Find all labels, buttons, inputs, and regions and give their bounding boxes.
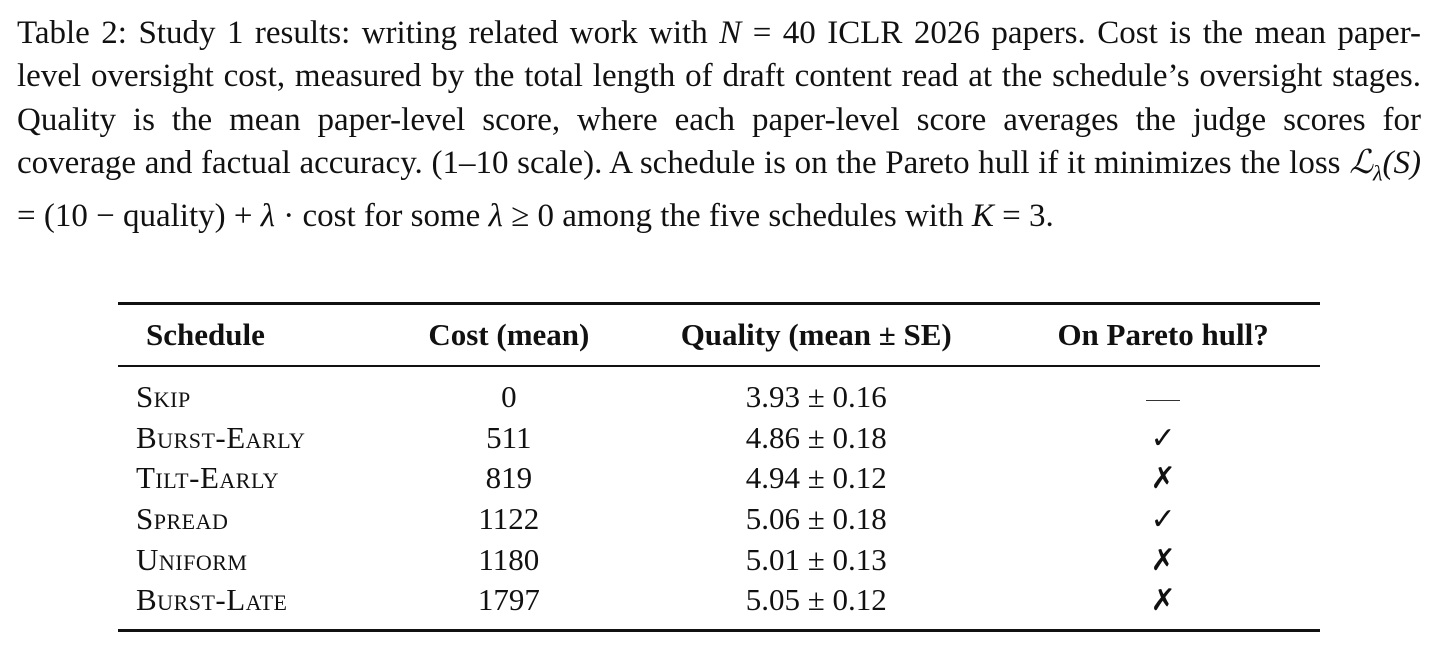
table-body <box>118 366 1320 630</box>
caption-loss-symbol: ℒ <box>1349 145 1373 182</box>
cell-cost: 819 <box>485 460 533 496</box>
cell-quality: 3.93 ± 0.16 <box>745 379 887 415</box>
caption-text-6: = 3. <box>993 198 1054 235</box>
dash-icon <box>1146 400 1180 401</box>
cell-cost: 1180 <box>478 541 540 577</box>
cell-schedule: Tilt-Early <box>136 460 280 496</box>
checkmark-icon: ✓ <box>1150 502 1176 538</box>
cell-quality: 4.86 ± 0.18 <box>745 419 887 455</box>
table-row <box>118 499 1320 540</box>
caption-text-5: ≥ 0 among the five schedules with <box>502 198 972 235</box>
checkmark-icon: ✓ <box>1150 420 1176 456</box>
header-cost: Cost (mean) <box>428 317 590 352</box>
cell-schedule: Burst-Late <box>118 580 391 630</box>
cell-cost: 0 <box>501 379 517 415</box>
table-row <box>118 458 1320 499</box>
header-schedule: Schedule <box>146 317 265 352</box>
cell-schedule: Burst-Early <box>136 419 306 455</box>
caption-text-2: = 40 ICLR 2026 papers. Cost is the mean paper-level oversight cost, measured by the total length of draft content read at the schedule’s oversight stages. Quality is the mean paper-level score, where each paper-level score averages the judge scores for coverage and factual accuracy. (1–10 scale). A schedule is on the Pareto hull if it minimizes the loss <box>17 15 1422 182</box>
caption-loss-argument: (S) <box>1382 145 1421 182</box>
table-header-row <box>118 304 1320 367</box>
header-pareto-hull: On Pareto hull? <box>1057 317 1269 352</box>
caption-lambda-2: λ <box>488 198 503 235</box>
cross-icon: ✗ <box>1150 542 1176 578</box>
cell-quality: 5.06 ± 0.18 <box>745 501 887 537</box>
cell-quality: 4.94 ± 0.12 <box>745 460 887 496</box>
cell-pareto-hull <box>1006 366 1320 418</box>
cell-pareto-hull <box>1006 499 1320 540</box>
cell-schedule: Uniform <box>136 541 248 577</box>
caption-label: Table 2: <box>17 15 127 51</box>
cross-icon: ✗ <box>1150 583 1176 619</box>
caption-loss-subscript: λ <box>1372 160 1383 186</box>
cell-quality: 5.01 ± 0.13 <box>745 541 887 577</box>
header-quality: Quality (mean ± SE) <box>680 317 952 352</box>
table-row <box>118 580 1320 630</box>
cell-schedule: Spread <box>136 501 229 537</box>
cell-pareto-hull <box>1006 458 1320 499</box>
table-caption <box>17 12 1421 239</box>
caption-text-1: Study 1 results: writing related work with <box>138 15 720 51</box>
cell-pareto-hull <box>1006 539 1320 580</box>
cell-schedule: Skip <box>136 379 191 415</box>
caption-text-4: · cost for some <box>275 198 489 235</box>
caption-lambda-1: λ <box>260 198 276 235</box>
cell-pareto-hull <box>1006 418 1320 459</box>
cell-pareto-hull <box>1006 580 1320 630</box>
cross-icon: ✗ <box>1150 461 1176 497</box>
results-table-container <box>118 302 1320 632</box>
results-table <box>118 302 1320 632</box>
caption-k-variable: K <box>971 198 994 235</box>
cell-cost: 511 <box>486 419 532 455</box>
caption-text-3: = (10 − quality) + <box>17 198 261 235</box>
table-row <box>118 539 1320 580</box>
cell-cost: 1797 <box>391 580 626 630</box>
caption-n-variable: N <box>719 15 742 51</box>
cell-cost: 1122 <box>478 501 540 537</box>
cell-quality: 5.05 ± 0.12 <box>626 580 1006 630</box>
table-row <box>118 366 1320 418</box>
table-row <box>118 418 1320 459</box>
